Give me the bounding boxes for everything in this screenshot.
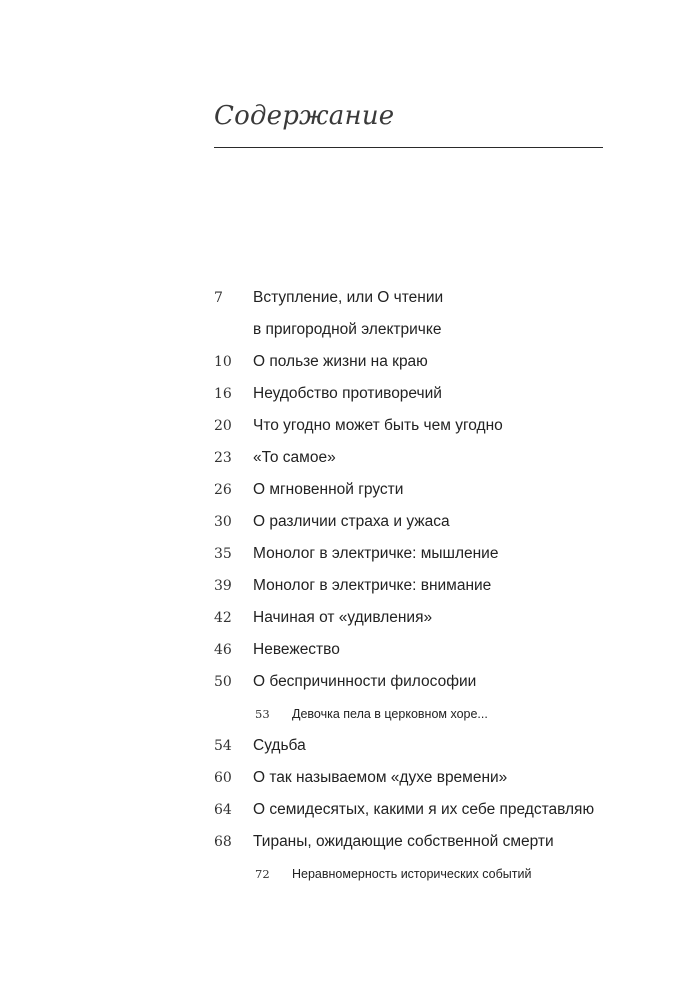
toc-entry — [214, 730, 634, 762]
toc-page-number: 54 — [214, 738, 232, 754]
toc-chapter-title: Судьба — [253, 737, 306, 754]
toc-entry — [214, 634, 634, 666]
toc-entry — [214, 442, 634, 474]
toc-subentry — [214, 858, 634, 890]
toc-page-number: 64 — [214, 802, 232, 818]
toc-entry — [214, 314, 634, 346]
toc-entry — [214, 474, 634, 506]
toc-page-number: 60 — [214, 770, 232, 786]
toc-page-number: 10 — [214, 354, 232, 370]
toc-chapter-title: Что угодно может быть чем угодно — [253, 417, 503, 434]
toc-chapter-title: О так называемом «духе времени» — [253, 769, 508, 786]
toc-chapter-title: Вступление, или О чтении — [253, 289, 444, 306]
toc-chapter-title: О различии страха и ужаса — [253, 513, 450, 530]
toc-chapter-title: Неравномерность исторических событий — [292, 867, 532, 881]
toc-chapter-title: Монолог в электричке: мышление — [253, 545, 499, 562]
toc-chapter-title: «То самое» — [253, 449, 336, 466]
toc-page-number: 7 — [214, 290, 223, 306]
toc-chapter-title: О пользе жизни на краю — [253, 353, 428, 370]
toc-page-number: 68 — [214, 834, 232, 850]
toc-page-number: 53 — [255, 707, 270, 721]
toc-chapter-title: Тираны, ожидающие собственной смерти — [253, 833, 554, 850]
toc-entry — [214, 346, 634, 378]
toc-chapter-title: Неудобство противоречий — [253, 385, 442, 402]
toc-entry — [214, 570, 634, 602]
toc-chapter-title: Невежество — [253, 641, 340, 658]
toc-entry — [214, 410, 634, 442]
toc-page-number: 16 — [214, 386, 232, 402]
toc-chapter-title: в пригородной электричке — [253, 321, 442, 338]
toc-entry — [214, 666, 634, 698]
toc-chapter-title: О семидесятых, какими я их себе представляю — [253, 801, 595, 818]
title-divider — [214, 147, 603, 148]
toc-page-number: 26 — [214, 482, 232, 498]
table-of-contents — [214, 282, 634, 890]
toc-entry — [214, 538, 634, 570]
toc-entry — [214, 602, 634, 634]
toc-chapter-title: Монолог в электричке: внимание — [253, 577, 492, 594]
toc-entry — [214, 506, 634, 538]
toc-entry — [214, 762, 634, 794]
toc-subentry — [214, 698, 634, 730]
toc-page-number: 50 — [214, 674, 232, 690]
toc-page-number: 23 — [214, 450, 232, 466]
toc-entry — [214, 378, 634, 410]
toc-chapter-title: О беспричинности философии — [253, 673, 477, 690]
toc-chapter-title: О мгновенной грусти — [253, 481, 404, 498]
toc-page-number: 30 — [214, 514, 232, 530]
toc-page-number: 72 — [255, 867, 270, 881]
toc-page-number: 35 — [214, 546, 232, 562]
toc-entry — [214, 794, 634, 826]
toc-chapter-title: Начиная от «удивления» — [253, 609, 433, 626]
toc-page-number: 42 — [214, 610, 232, 626]
toc-page-number: 39 — [214, 578, 232, 594]
toc-chapter-title: Девочка пела в церковном хоре... — [292, 707, 488, 721]
toc-page-number: 46 — [214, 642, 232, 658]
toc-entry — [214, 282, 634, 314]
toc-page-number: 20 — [214, 418, 232, 434]
page-title: Содержание — [214, 101, 395, 131]
toc-entry — [214, 826, 634, 858]
